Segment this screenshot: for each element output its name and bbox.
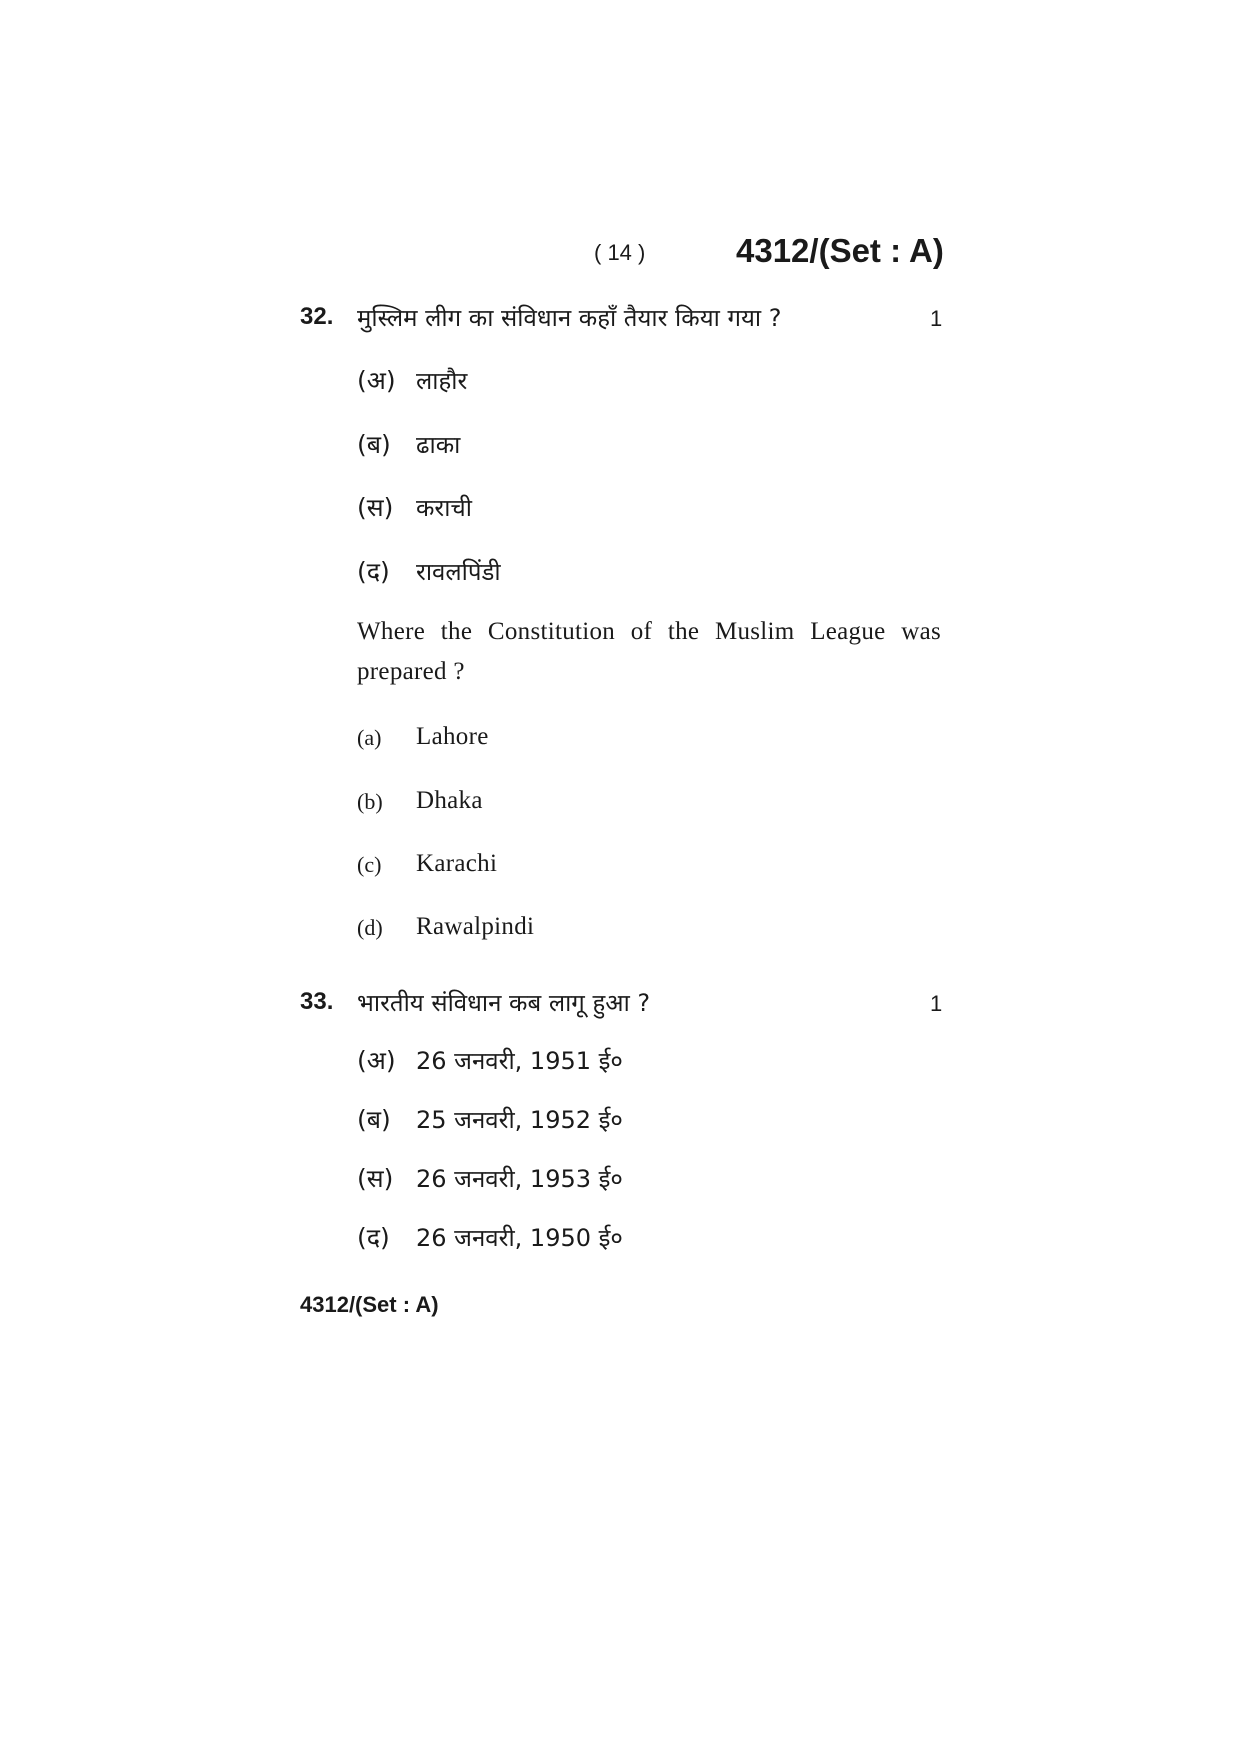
question-number: 32. (300, 303, 334, 330)
question-text-hindi: मुस्लिम लीग का संविधान कहाँ तैयार किया गया ? (357, 304, 782, 332)
option-label: (द) (357, 557, 390, 586)
option-label: (c) (357, 852, 382, 877)
option-text: Dhaka (416, 787, 483, 814)
option-label: (स) (357, 493, 394, 522)
option-text: ढाका (416, 431, 461, 459)
option-label: (अ) (357, 1046, 396, 1075)
option-text: 26 जनवरी, 1950 ई० (416, 1224, 623, 1252)
option-label: (d) (357, 915, 383, 940)
page-number: ( 14 ) (594, 240, 646, 265)
question-number: 33. (300, 988, 334, 1015)
option-text: कराची (416, 494, 472, 522)
option-label: (ब) (357, 1105, 391, 1134)
option-label: (द) (357, 1223, 390, 1252)
option-label: (b) (357, 789, 383, 814)
paper-code-header: 4312/(Set : A) (736, 232, 944, 269)
option-text: रावलपिंडी (416, 558, 501, 586)
question-text-hindi: भारतीय संविधान कब लागू हुआ ? (357, 989, 651, 1017)
question-text-english: Where the Constitution of the Muslim League was prepared ? (357, 618, 941, 685)
option-text: Karachi (416, 850, 498, 877)
option-text: Rawalpindi (416, 913, 535, 940)
option-label: (ब) (357, 430, 391, 459)
question-marks: 1 (930, 991, 943, 1016)
option-text: 25 जनवरी, 1952 ई० (416, 1106, 623, 1134)
option-text: 26 जनवरी, 1951 ई० (416, 1047, 623, 1075)
option-text: Lahore (416, 723, 489, 750)
option-label: (a) (357, 725, 382, 750)
paper-code-footer: 4312/(Set : A) (300, 1292, 439, 1317)
option-label: (स) (357, 1164, 394, 1193)
question-marks: 1 (930, 306, 943, 331)
option-text: लाहौर (416, 367, 468, 395)
option-text: 26 जनवरी, 1953 ई० (416, 1165, 623, 1193)
option-label: (अ) (357, 366, 396, 395)
